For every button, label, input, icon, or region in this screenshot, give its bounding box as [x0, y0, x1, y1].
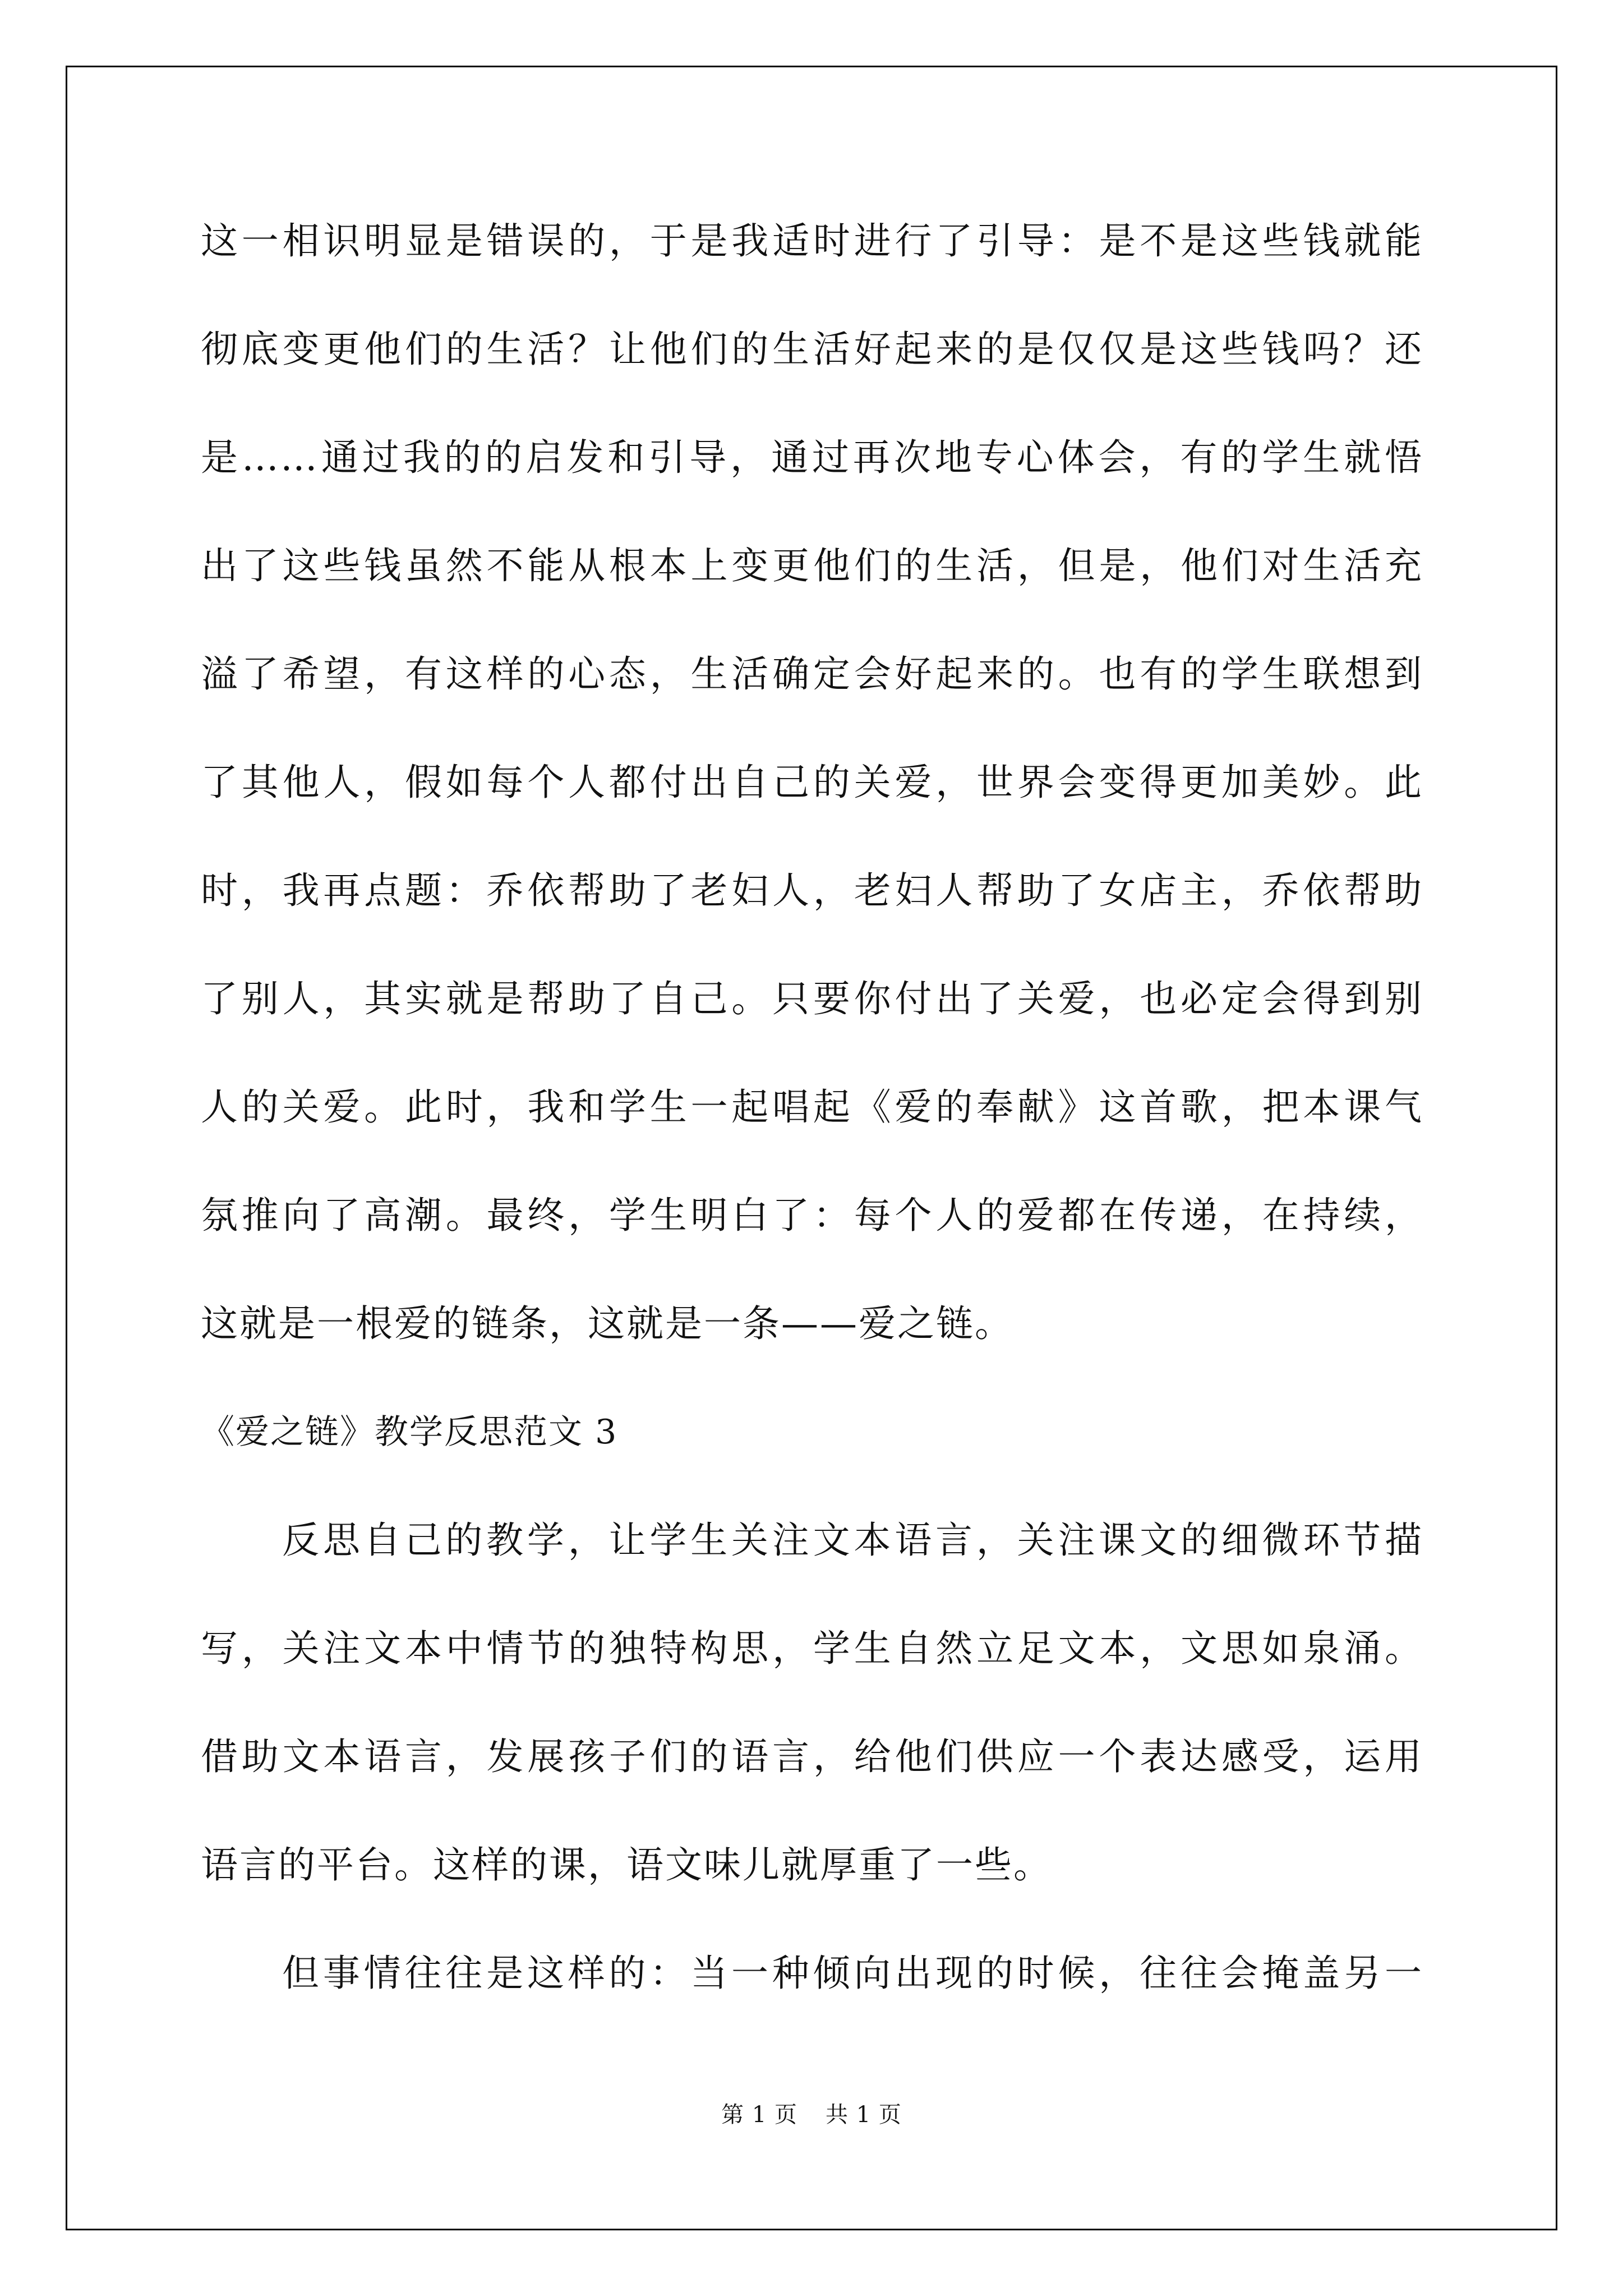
- text-line: 这一相识明显是错误的，于是我适时进行了引导：是不是这些钱就能: [201, 219, 1423, 263]
- text-line: 人的关爱。此时，我和学生一起唱起《爱的奉献》这首歌，把本课气: [201, 1085, 1423, 1129]
- section-title: 《爱之链》教学反思范文 3: [201, 1412, 618, 1452]
- page-total: 共 1 页: [826, 2102, 902, 2128]
- text-line: 溢了希望，有这样的心态，生活确定会好起来的。也有的学生联想到: [201, 652, 1423, 696]
- page-footer: [0, 2097, 1623, 2129]
- page-number: 第 1 页: [721, 2102, 797, 2128]
- text-line: 出了这些钱虽然不能从根本上变更他们的生活，但是，他们对生活充: [201, 544, 1423, 587]
- text-line: 了别人，其实就是帮助了自己。只要你付出了关爱，也必定会得到别: [201, 977, 1423, 1020]
- text-line: 借助文本语言，发展孩子们的语言，给他们供应一个表达感受，运用: [201, 1735, 1423, 1778]
- text-line: 反思自己的教学，让学生关注文本语言，关注课文的细微环节描: [282, 1519, 1423, 1562]
- text-line: 了其他人，假如每个人都付出自己的关爱，世界会变得更加美妙。此: [201, 761, 1423, 804]
- text-line: 彻底变更他们的生活？让他们的生活好起来的是仅仅是这些钱吗？还: [201, 328, 1423, 371]
- text-line: 是……通过我的的启发和引导，通过再次地专心体会，有的学生就悟: [201, 436, 1423, 479]
- text-line: 这就是一根爱的链条，这就是一条——爱之链。: [201, 1302, 1013, 1345]
- text-line: 时，我再点题：乔依帮助了老妇人，老妇人帮助了女店主，乔依帮助: [201, 869, 1423, 912]
- document-body: [201, 210, 1423, 2051]
- text-line: 语言的平台。这样的课，语文味儿就厚重了一些。: [201, 1843, 1052, 1887]
- text-line: 写，关注文本中情节的独特构思，学生自然立足文本，文思如泉涌。: [201, 1627, 1423, 1670]
- text-line: 但事情往往是这样的：当一种倾向出现的时候，往往会掩盖另一: [282, 1952, 1423, 1995]
- text-line: 氛推向了高潮。最终，学生明白了：每个人的爱都在传递，在持续，: [201, 1194, 1423, 1237]
